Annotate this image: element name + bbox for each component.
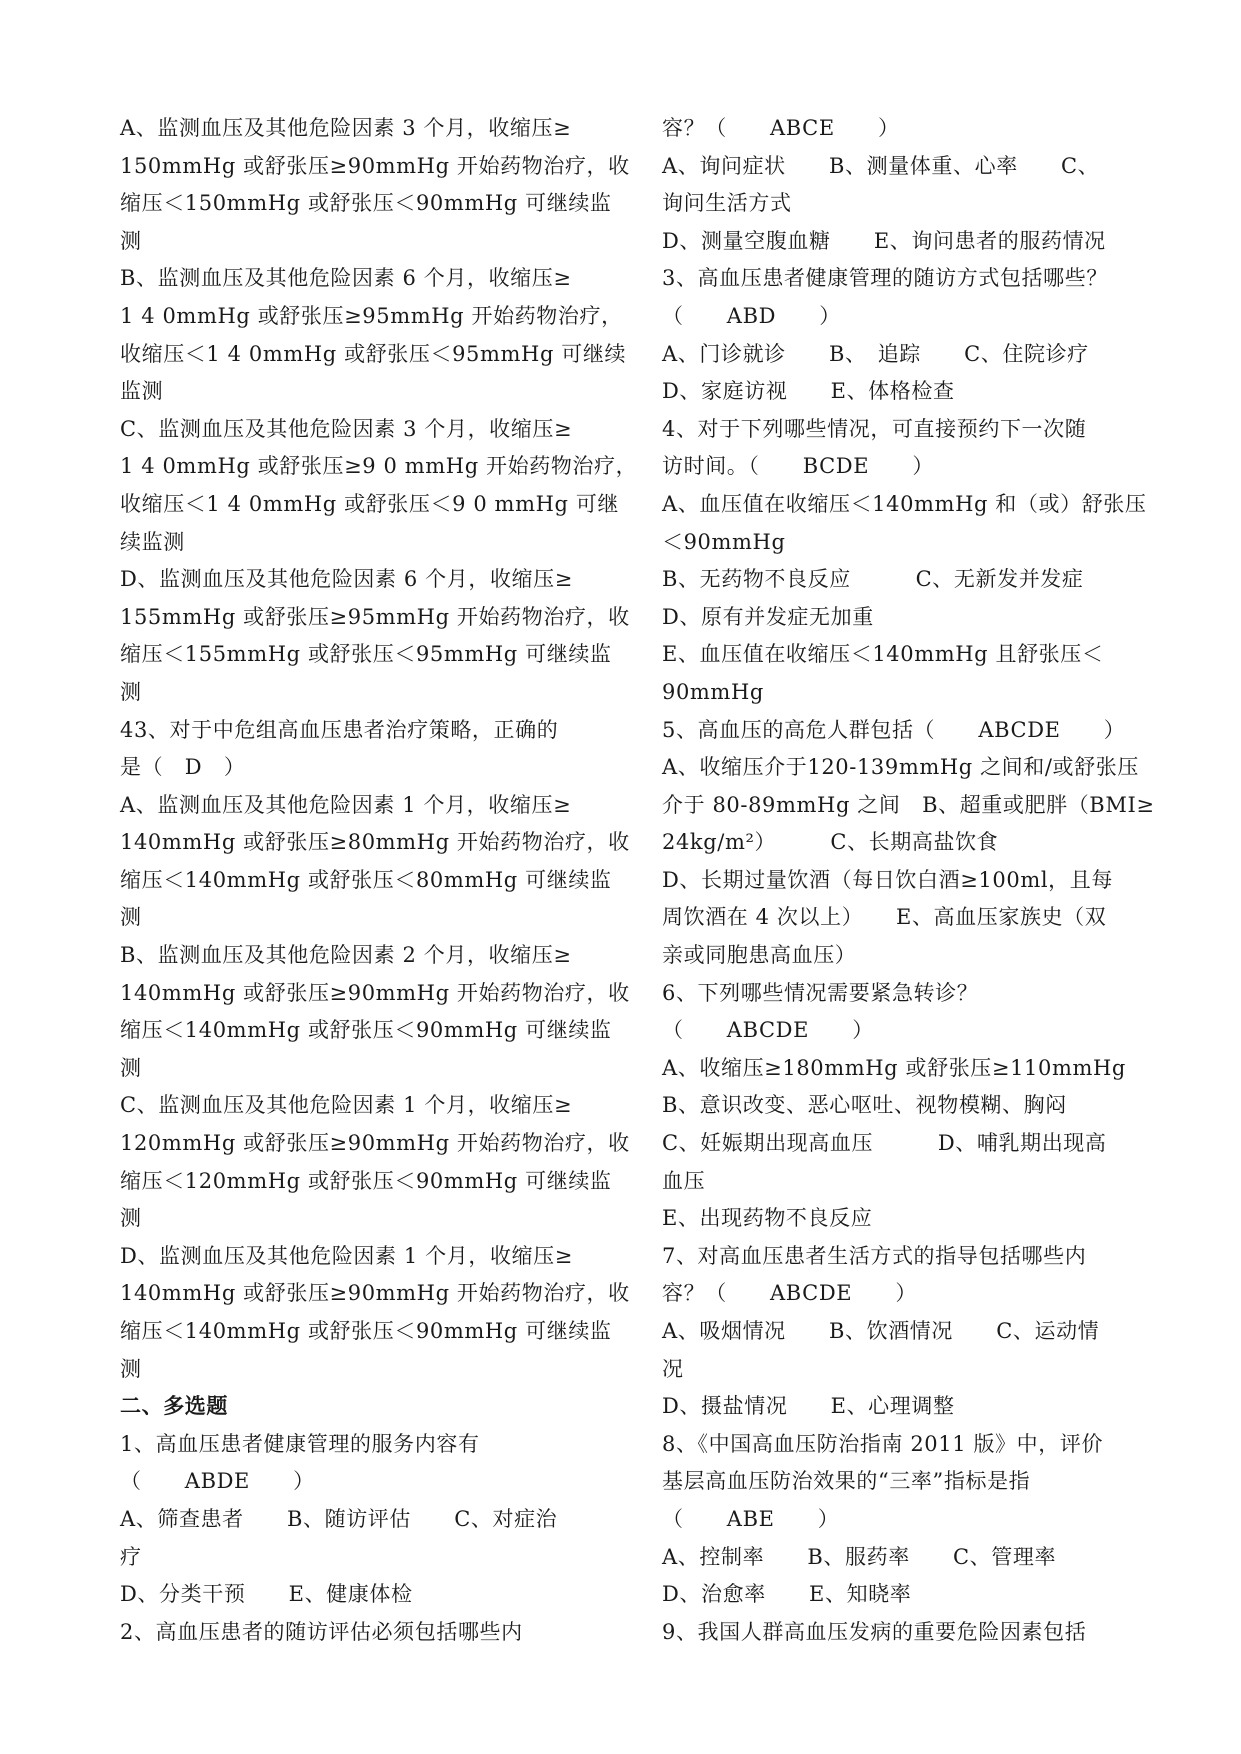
text-line: 缩压＜120mmHg 或舒张压＜90mmHg 可继续监 xyxy=(120,1168,612,1193)
text-line: 基层高血压防治效果的“三率”指标是指 xyxy=(662,1469,1031,1494)
text-line: 缩压＜140mmHg 或舒张压＜80mmHg 可继续监 xyxy=(120,867,612,892)
text-line: A、监测血压及其他危险因素 1 个月，收缩压≥ xyxy=(120,792,572,817)
text-line: 亲或同胞患高血压） xyxy=(662,943,857,968)
text-line: D、治愈率 E、知晓率 xyxy=(662,1582,912,1607)
text-line: 4、对于下列哪些情况，可直接预约下一次随 xyxy=(662,416,1087,441)
text-line: D、摄盐情况 E、心理调整 xyxy=(662,1394,955,1419)
text-line: 缩压＜140mmHg 或舒张压＜90mmHg 可继续监 xyxy=(120,1018,612,1043)
text-line: D、分类干预 E、健康体检 xyxy=(120,1582,413,1607)
text-line: 测 xyxy=(120,228,142,253)
text-line: 6、下列哪些情况需要紧急转诊？ xyxy=(662,980,979,1005)
text-line: 是（ D ） xyxy=(120,755,246,780)
text-line: B、监测血压及其他危险因素 2 个月，收缩压≥ xyxy=(120,943,572,968)
text-line: （ ABD ） xyxy=(662,303,841,328)
text-line: B、无药物不良反应 C、无新发并发症 xyxy=(662,567,1084,592)
section-heading: 二、多选题 xyxy=(120,1394,228,1419)
text-line: C、妊娠期出现高血压 D、哺乳期出现高 xyxy=(662,1131,1107,1156)
text-line: 介于 80-89mmHg 之间 B、超重或肥胖（BMI≥ xyxy=(662,792,1155,817)
text-line: 150mmHg 或舒张压≥90mmHg 开始药物治疗，收 xyxy=(120,153,630,178)
text-line: A、监测血压及其他危险因素 3 个月，收缩压≥ xyxy=(120,116,572,140)
text-line: 1 4 0mmHg 或舒张压≥9 0 mmHg 开始药物治疗， xyxy=(120,454,638,479)
text-line: A、收缩压≥180mmHg 或舒张压≥110mmHg xyxy=(662,1055,1126,1080)
text-line: 7、对高血压患者生活方式的指导包括哪些内 xyxy=(662,1243,1087,1268)
text-line: 140mmHg 或舒张压≥90mmHg 开始药物治疗，收 xyxy=(120,1281,630,1306)
text-line: A、吸烟情况 B、饮酒情况 C、运动情 xyxy=(662,1319,1100,1343)
text-line: E、出现药物不良反应 xyxy=(662,1206,873,1231)
text-line: 测 xyxy=(120,1356,142,1381)
text-line: D、测量空腹血糖 E、询问患者的服药情况 xyxy=(662,228,1106,253)
text-line: 缩压＜140mmHg 或舒张压＜90mmHg 可继续监 xyxy=(120,1319,612,1343)
text-line: 续监测 xyxy=(120,529,185,554)
text-line: 1、高血压患者健康管理的服务内容有 xyxy=(120,1431,480,1456)
text-line: D、长期过量饮酒（每日饮白酒≥100ml，且每 xyxy=(662,867,1113,892)
text-line: 43、对于中危组高血压患者治疗策略，正确的 xyxy=(120,717,559,742)
text-line: 询问生活方式 xyxy=(662,191,792,216)
right-text-column xyxy=(662,110,1155,1651)
text-line: A、询问症状 B、测量体重、心率 C、 xyxy=(662,153,1100,178)
text-line: E、血压值在收缩压＜140mmHg 且舒张压＜ xyxy=(662,642,1104,667)
text-line: 测 xyxy=(120,1206,142,1231)
text-line: C、监测血压及其他危险因素 3 个月，收缩压≥ xyxy=(120,416,573,441)
text-line: 访时间。（ BCDE ） xyxy=(662,454,934,479)
text-line: （ ABDE ） xyxy=(120,1469,315,1494)
text-line: 测 xyxy=(120,679,142,704)
text-line: D、家庭访视 E、体格检查 xyxy=(662,379,955,404)
text-line: A、血压值在收缩压＜140mmHg 和（或）舒张压 xyxy=(662,491,1147,516)
text-line: C、监测血压及其他危险因素 1 个月，收缩压≥ xyxy=(120,1093,573,1118)
text-line: B、意识改变、恶心呕吐、视物模糊、胸闷 xyxy=(662,1093,1067,1118)
text-line: 120mmHg 或舒张压≥90mmHg 开始药物治疗，收 xyxy=(120,1131,630,1156)
left-text-column xyxy=(120,110,638,1651)
text-line: 140mmHg 或舒张压≥90mmHg 开始药物治疗，收 xyxy=(120,980,630,1005)
text-line: 3、高血压患者健康管理的随访方式包括哪些？ xyxy=(662,266,1108,291)
text-line: 收缩压＜1 4 0mmHg 或舒张压＜9 0 mmHg 可继 xyxy=(120,491,620,516)
text-line: 监测 xyxy=(120,379,164,404)
text-line: 测 xyxy=(120,905,142,930)
text-line: （ ABE ） xyxy=(662,1506,840,1531)
text-line: 9、我国人群高血压发病的重要危险因素包括 xyxy=(662,1619,1087,1644)
text-line: 疗 xyxy=(120,1544,142,1569)
text-line: 容？（ ABCE ） xyxy=(662,116,900,140)
text-line: 血压 xyxy=(662,1168,706,1193)
text-line: 缩压＜150mmHg 或舒张压＜90mmHg 可继续监 xyxy=(120,191,612,216)
text-line: ＜90mmHg xyxy=(662,529,786,554)
text-line: D、原有并发症无加重 xyxy=(662,604,874,629)
text-line: 缩压＜155mmHg 或舒张压＜95mmHg 可继续监 xyxy=(120,642,612,667)
text-line: D、监测血压及其他危险因素 1 个月，收缩压≥ xyxy=(120,1243,573,1268)
text-line: B、监测血压及其他危险因素 6 个月，收缩压≥ xyxy=(120,266,572,291)
text-line: A、门诊就诊 B、 追踪 C、住院诊疗 xyxy=(662,341,1089,366)
text-line: 2、高血压患者的随访评估必须包括哪些内 xyxy=(120,1619,523,1644)
text-line: 24kg/m²） C、长期高盐饮食 xyxy=(662,830,999,855)
text-line: A、筛查患者 B、随访评估 C、对症治 xyxy=(120,1506,558,1531)
text-line: 容？（ ABCDE ） xyxy=(662,1281,918,1306)
text-line: 5、高血压的高危人群包括（ ABCDE ） xyxy=(662,717,1126,742)
text-line: 1 4 0mmHg 或舒张压≥95mmHg 开始药物治疗， xyxy=(120,303,623,328)
text-line: 收缩压＜1 4 0mmHg 或舒张压＜95mmHg 可继续 xyxy=(120,341,627,366)
text-line: 90mmHg xyxy=(662,679,764,704)
text-line: 155mmHg 或舒张压≥95mmHg 开始药物治疗，收 xyxy=(120,604,630,629)
text-line: A、收缩压介于120-139mmHg 之间和/或舒张压 xyxy=(662,755,1139,780)
text-line: A、控制率 B、服药率 C、管理率 xyxy=(662,1544,1057,1569)
text-line: 140mmHg 或舒张压≥80mmHg 开始药物治疗，收 xyxy=(120,830,630,855)
text-line: （ ABCDE ） xyxy=(662,1018,874,1043)
text-line: 况 xyxy=(662,1356,684,1381)
text-line: D、监测血压及其他危险因素 6 个月，收缩压≥ xyxy=(120,567,573,592)
text-line: 8、《中国高血压防治指南 2011 版》中，评价 xyxy=(662,1431,1104,1456)
text-line: 周饮酒在 4 次以上） E、高血压家族史（双 xyxy=(662,905,1107,930)
text-line: 测 xyxy=(120,1055,142,1080)
